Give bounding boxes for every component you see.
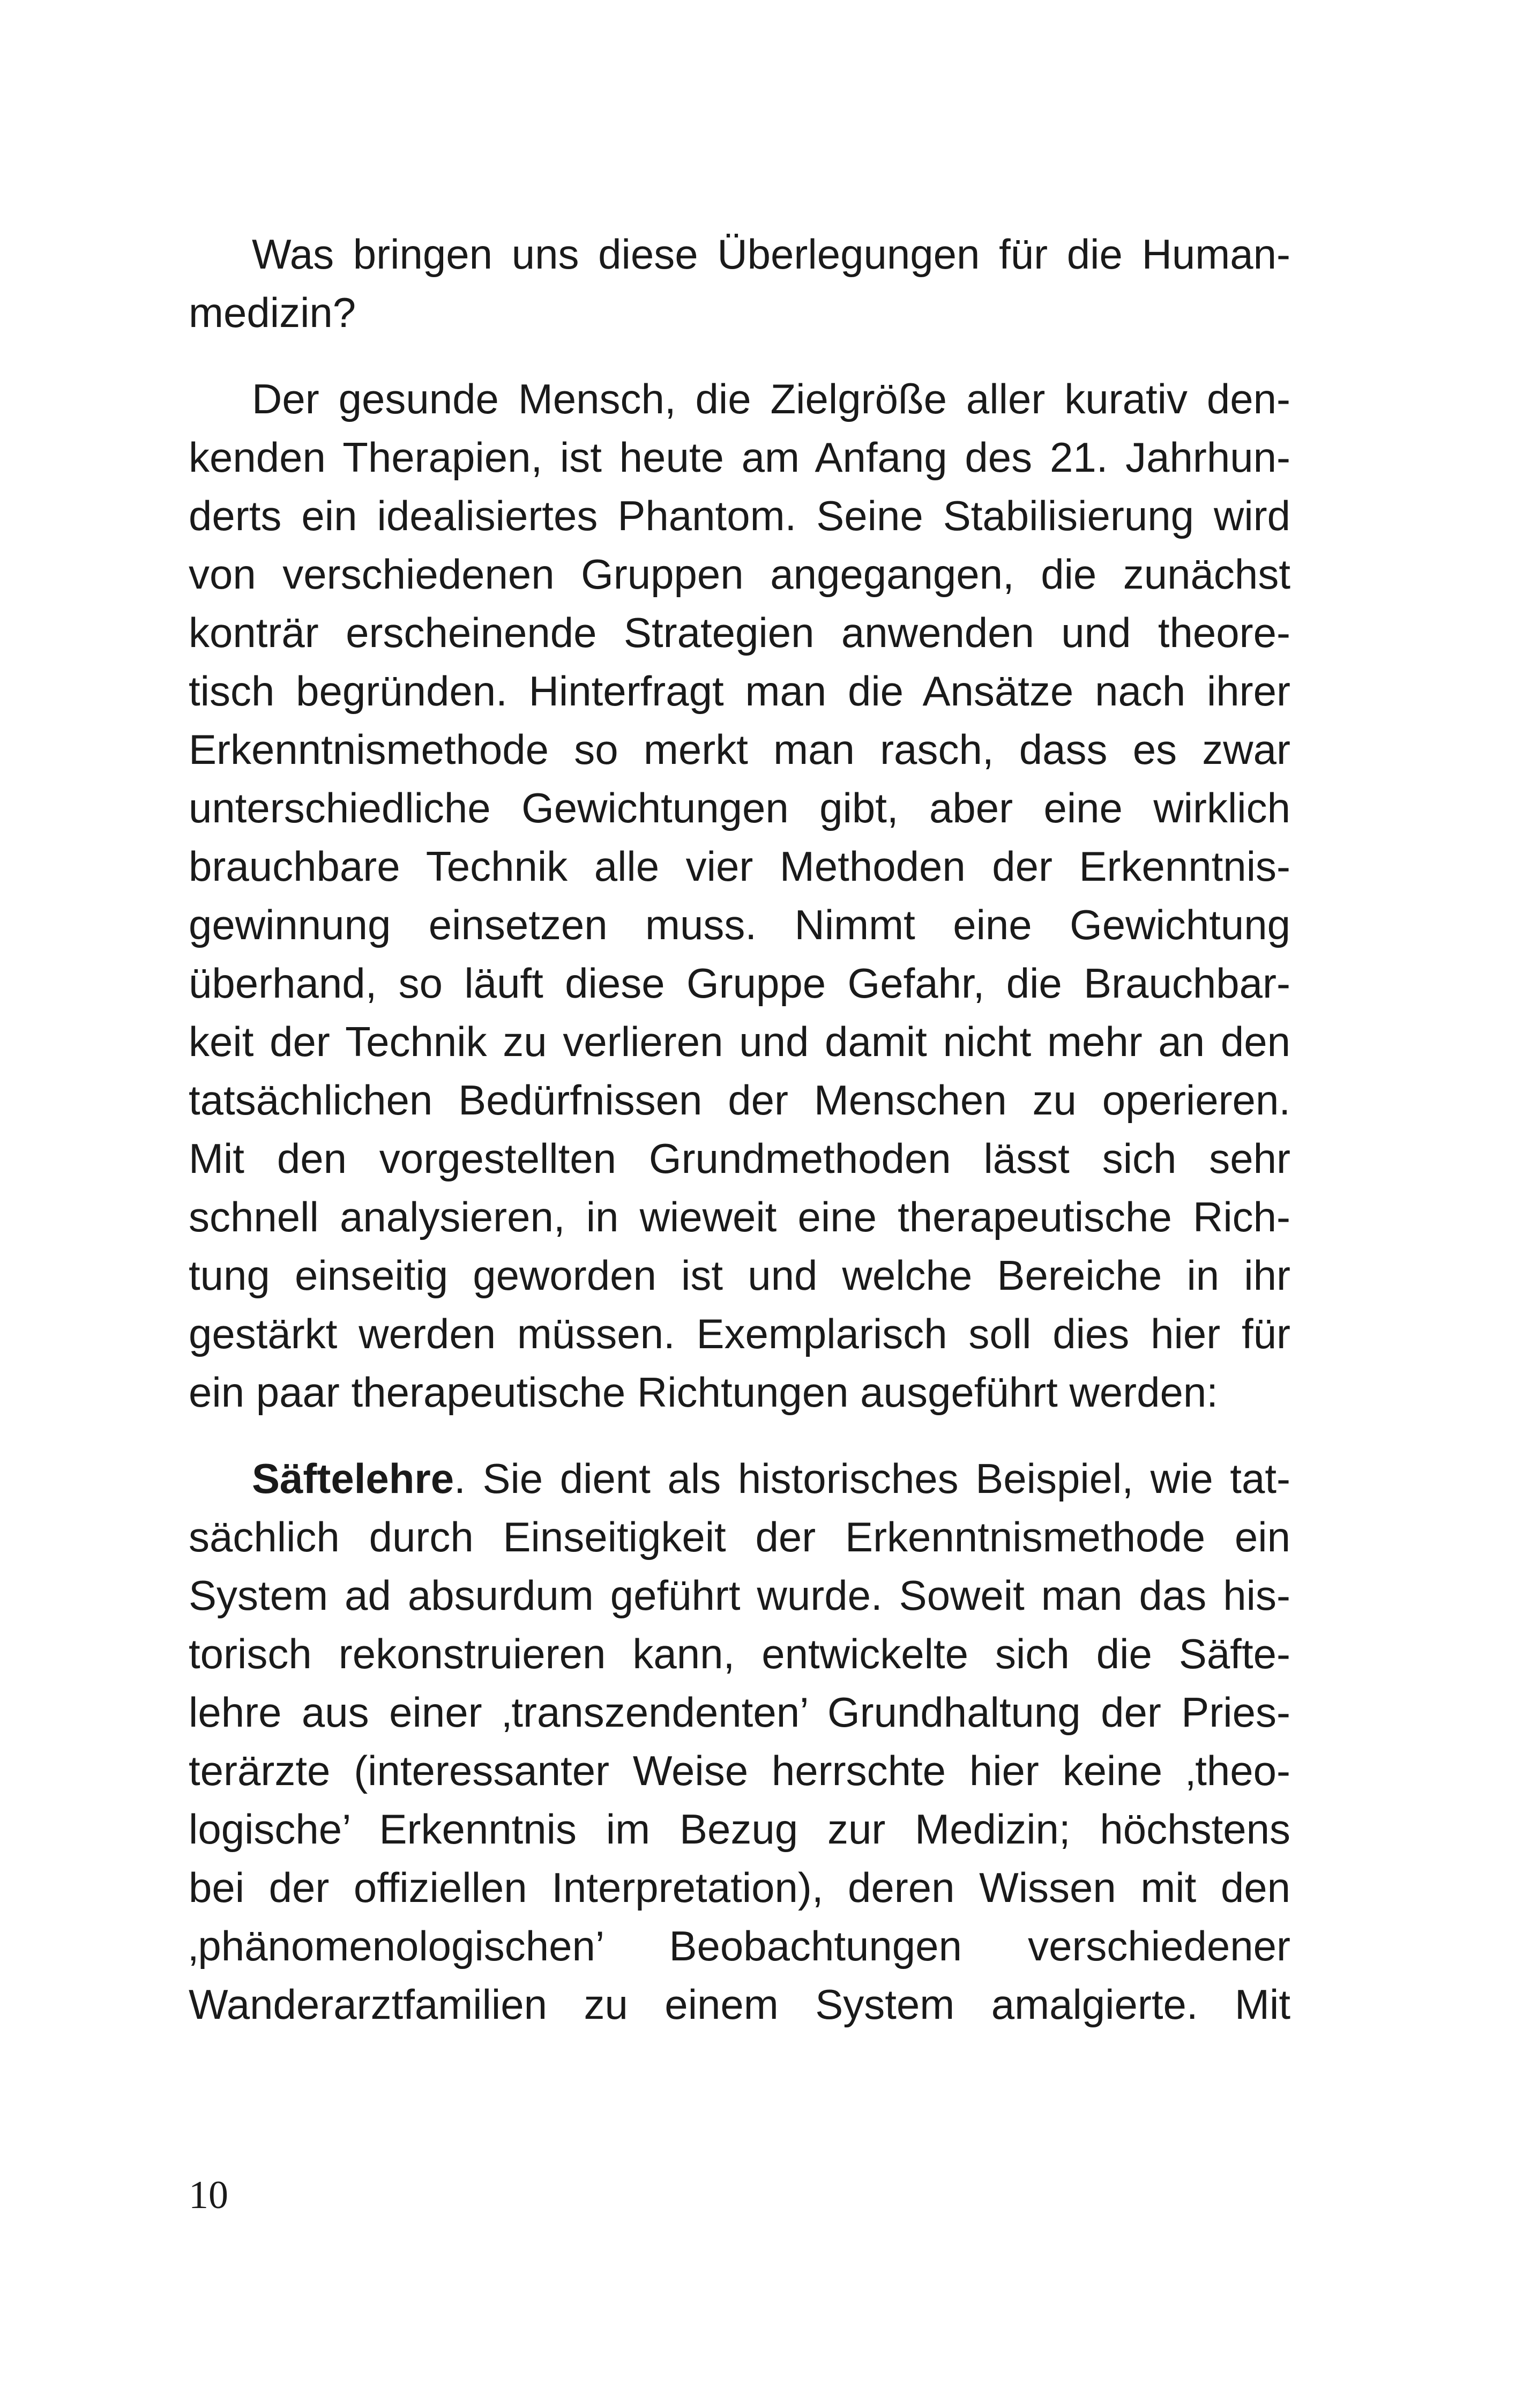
text-line: keit der Technik zu verlieren und damit nicht mehr an den: [189, 1018, 1290, 1065]
body-text: [189, 225, 1290, 2034]
text-line: Mit den vorgestellten Grundmethoden lässt sich sehr: [189, 1135, 1290, 1182]
text-line: konträr erscheinende Strategien anwenden und theore-: [189, 609, 1290, 656]
text-line: derts ein idealisiertes Phantom. Seine Stabilisierung wird: [189, 492, 1290, 539]
text-line: lehre aus einer ‚transzendenten’ Grundhaltung der Pries-: [189, 1689, 1290, 1736]
inline-text: . Sie dient als historisches Beispiel, wie tat-: [454, 1455, 1290, 1502]
text-line: Erkenntnismethode so merkt man rasch, dass es zwar: [189, 726, 1290, 773]
text-line: logische’ Erkenntnis im Bezug zur Medizin; höchstens: [189, 1805, 1290, 1853]
text-line: Wanderarztfamilien zu einem System amalgierte. Mit: [189, 1981, 1290, 2028]
text-line: ‚phänomenologischen’ Beobachtungen verschiedener: [189, 1922, 1290, 1969]
inline-heading-saeftelehre: Säftelehre: [252, 1455, 454, 1502]
text-line-with-heading: [189, 1450, 1290, 1508]
text-line: von verschiedenen Gruppen angegangen, die zunächst: [189, 551, 1290, 598]
text-line: gewinnung einsetzen muss. Nimmt eine Gewichtung: [189, 901, 1290, 948]
text-line: System ad absurdum geführt wurde. Soweit man das his-: [189, 1572, 1290, 1619]
text-line: Der gesunde Mensch, die Zielgröße aller kurativ den-: [252, 375, 1290, 422]
text-line: tatsächlichen Bedürfnissen der Menschen zu operieren.: [189, 1076, 1290, 1124]
text-line: medizin?: [189, 289, 356, 336]
text-line: überhand, so läuft diese Gruppe Gefahr, die Brauchbar-: [189, 960, 1290, 1007]
text-line: ein paar therapeutische Richtungen ausgeführt werden:: [189, 1369, 1218, 1416]
text-line: tisch begründen. Hinterfragt man die Ansätze nach ihrer: [189, 667, 1290, 715]
text-line: tung einseitig geworden ist und welche Bereiche in ihr: [189, 1252, 1290, 1299]
text-line: unterschiedliche Gewichtungen gibt, aber eine wirklich: [189, 784, 1290, 831]
page-number: 10: [189, 2173, 228, 2217]
text-line: terärzte (interessanter Weise herrschte hier keine ‚theo-: [189, 1747, 1290, 1794]
text-line: sächlich durch Einseitigkeit der Erkenntnismethode ein: [189, 1513, 1290, 1560]
text-line: kenden Therapien, ist heute am Anfang des 21. Jahrhun-: [189, 434, 1290, 481]
text-line: torisch rekonstruieren kann, entwickelte sich die Säfte-: [189, 1630, 1290, 1677]
text-line: brauchbare Technik alle vier Methoden der Erkenntnis-: [189, 843, 1290, 890]
text-line: schnell analysieren, in wieweit eine therapeutische Rich-: [189, 1193, 1290, 1240]
text-line: Was bringen uns diese Überlegungen für die Human-: [252, 231, 1290, 278]
text-line: bei der offiziellen Interpretation), deren Wissen mit den: [189, 1864, 1290, 1911]
text-line: gestärkt werden müssen. Exemplarisch soll dies hier für: [189, 1310, 1290, 1357]
